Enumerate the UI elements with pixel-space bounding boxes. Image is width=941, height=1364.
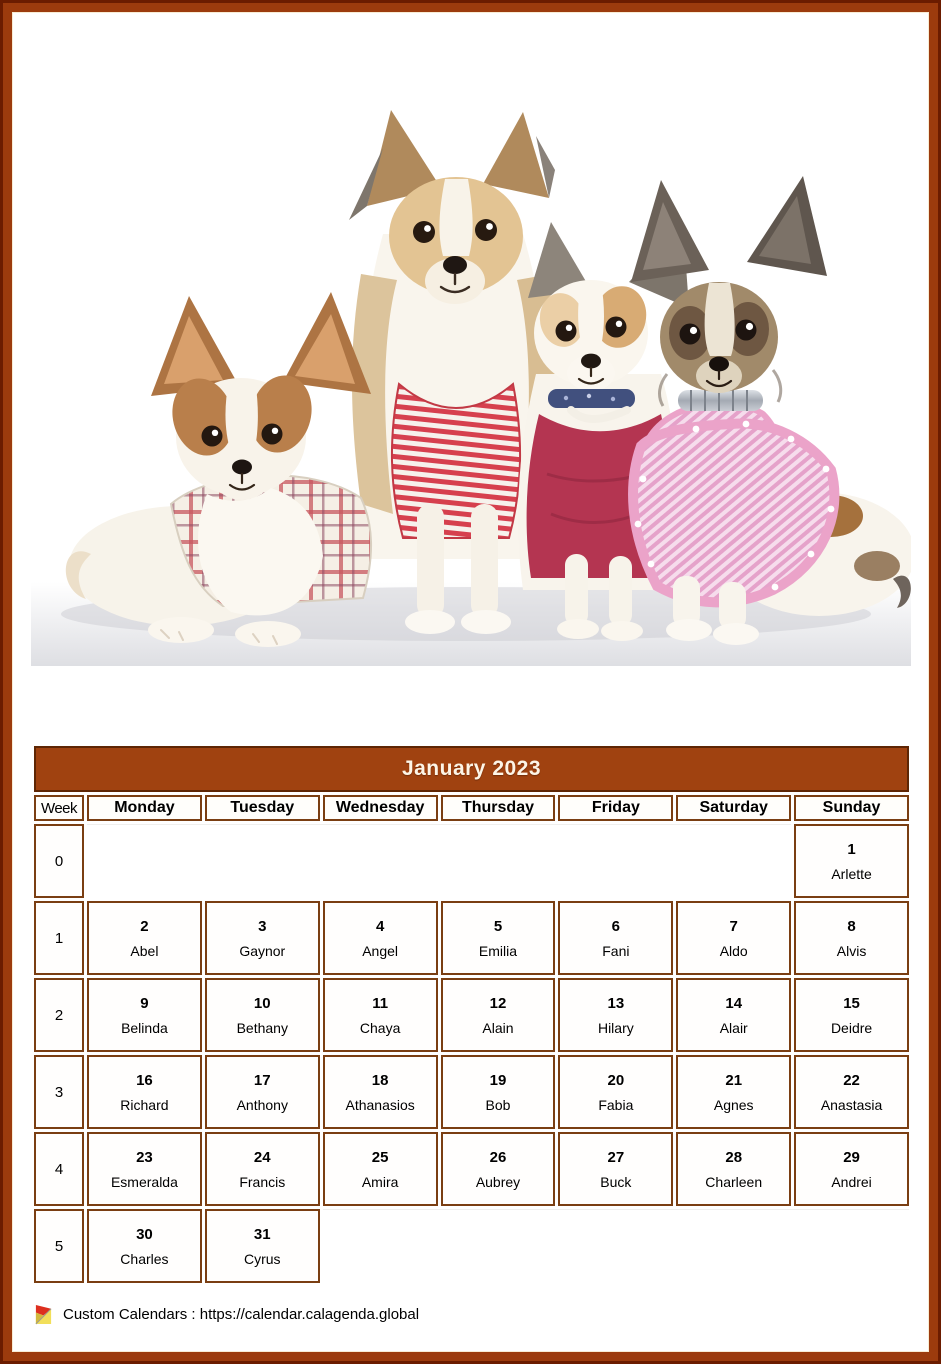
day-cell-27: [558, 1132, 673, 1206]
day-name: Bob: [485, 1096, 511, 1113]
day-number: 26: [489, 1148, 507, 1166]
day-cell-29: [794, 1132, 909, 1206]
week-number-cell: 1: [34, 901, 84, 975]
day-cell-13: [558, 978, 673, 1052]
day-header-monday: Monday: [87, 795, 202, 821]
day-name: Belinda: [121, 1019, 168, 1036]
day-number: 17: [253, 1071, 271, 1089]
day-number: 21: [725, 1071, 743, 1089]
day-header-wednesday: Wednesday: [323, 795, 438, 821]
day-name: Bethany: [236, 1019, 288, 1036]
calendar-body: [34, 824, 909, 1283]
day-number: 23: [136, 1148, 153, 1166]
week-number-cell: 5: [34, 1209, 84, 1283]
day-number: 19: [489, 1071, 507, 1089]
day-number: 28: [725, 1148, 743, 1166]
day-header-friday: Friday: [558, 795, 673, 821]
day-header-tuesday: Tuesday: [205, 795, 320, 821]
day-number: 12: [489, 994, 507, 1012]
day-number: 22: [843, 1071, 860, 1089]
day-number: 4: [375, 917, 385, 935]
footer: [34, 1303, 907, 1326]
day-number: 10: [253, 994, 271, 1012]
dogs-photo: [31, 84, 911, 666]
day-name: Alain: [482, 1019, 514, 1036]
day-number: 30: [136, 1225, 153, 1243]
day-number: 6: [611, 917, 621, 935]
day-name: Fabia: [598, 1096, 634, 1113]
calendar-title: January 2023: [34, 746, 909, 792]
day-number: 31: [253, 1225, 271, 1243]
day-number: 16: [136, 1071, 153, 1089]
day-cell-20: [558, 1055, 673, 1129]
day-cell-26: [441, 1132, 556, 1206]
day-name: Andrei: [831, 1173, 872, 1190]
week-number-cell: 2: [34, 978, 84, 1052]
day-number: 25: [371, 1148, 389, 1166]
day-cell-7: [676, 901, 791, 975]
day-cell-10: [205, 978, 320, 1052]
day-number: 2: [140, 917, 149, 935]
day-cell-22: [794, 1055, 909, 1129]
day-name: Buck: [600, 1173, 632, 1190]
day-number: 14: [725, 994, 743, 1012]
day-name: Anthony: [236, 1096, 288, 1113]
week-column-header: Week: [34, 795, 84, 821]
day-number: 13: [607, 994, 625, 1012]
day-number: 1: [847, 840, 856, 858]
day-name: Aubrey: [475, 1173, 521, 1190]
dogs-photo-illustration: [31, 84, 911, 666]
empty-days-area: [323, 1209, 909, 1283]
day-name: Esmeralda: [110, 1173, 178, 1190]
day-name: Richard: [120, 1096, 169, 1113]
day-name: Cyrus: [243, 1250, 281, 1267]
day-cell-31: [205, 1209, 320, 1283]
empty-days-area: [87, 824, 791, 898]
week-number-cell: 4: [34, 1132, 84, 1206]
day-cell-17: [205, 1055, 320, 1129]
day-cell-14: [676, 978, 791, 1052]
day-cell-18: [323, 1055, 438, 1129]
week-number-cell: 0: [34, 824, 84, 898]
day-name: Anastasia: [820, 1096, 883, 1113]
day-number: 20: [607, 1071, 625, 1089]
day-name: Aldo: [719, 942, 748, 959]
day-cell-1: [794, 824, 909, 898]
day-name: Arlette: [831, 865, 872, 882]
day-name: Amira: [361, 1173, 399, 1190]
day-header-thursday: Thursday: [441, 795, 556, 821]
day-cell-15: [794, 978, 909, 1052]
day-cell-25: [323, 1132, 438, 1206]
day-name: Charleen: [705, 1173, 763, 1190]
calendar-table: [34, 746, 909, 1283]
day-number: 7: [729, 917, 738, 935]
day-number: 18: [371, 1071, 389, 1089]
day-cell-8: [794, 901, 909, 975]
day-number: 15: [843, 994, 860, 1012]
day-cell-3: [205, 901, 320, 975]
day-header-saturday: Saturday: [676, 795, 791, 821]
page-frame: [3, 3, 938, 1361]
day-number: 5: [493, 917, 503, 935]
day-name: Francis: [239, 1173, 286, 1190]
day-name: Agnes: [713, 1096, 754, 1113]
day-number: 27: [607, 1148, 625, 1166]
day-cell-23: [87, 1132, 202, 1206]
day-number: 29: [843, 1148, 860, 1166]
day-cell-6: [558, 901, 673, 975]
day-cell-4: [323, 901, 438, 975]
day-name: Chaya: [359, 1019, 401, 1036]
day-name: Gaynor: [239, 942, 286, 959]
day-number: 9: [140, 994, 149, 1012]
day-name: Charles: [120, 1250, 169, 1267]
day-number: 3: [258, 917, 267, 935]
day-name: Athanasios: [345, 1096, 415, 1113]
day-name: Deidre: [830, 1019, 873, 1036]
day-cell-16: [87, 1055, 202, 1129]
day-name: Fani: [602, 942, 630, 959]
day-name: Hilary: [597, 1019, 634, 1036]
day-name: Alvis: [836, 942, 867, 959]
calagenda-flag-icon: [34, 1303, 53, 1326]
day-name: Angel: [362, 942, 399, 959]
day-number: 24: [253, 1148, 271, 1166]
footer-credit-text: Custom Calendars : https://calendar.calagenda.global: [63, 1306, 420, 1323]
day-cell-5: [441, 901, 556, 975]
dog-pink-hoodie: [631, 176, 911, 645]
day-cell-12: [441, 978, 556, 1052]
day-cell-21: [676, 1055, 791, 1129]
day-cell-11: [323, 978, 438, 1052]
week-number-cell: 3: [34, 1055, 84, 1129]
day-name: Emilia: [478, 942, 518, 959]
day-cell-2: [87, 901, 202, 975]
day-cell-30: [87, 1209, 202, 1283]
day-number: 8: [847, 917, 856, 935]
day-name: Alair: [719, 1019, 748, 1036]
day-number: 11: [372, 994, 389, 1012]
dog-brown-plaid-shirt: [65, 292, 370, 647]
day-cell-19: [441, 1055, 556, 1129]
day-cell-24: [205, 1132, 320, 1206]
day-cell-9: [87, 978, 202, 1052]
day-header-sunday: Sunday: [794, 795, 909, 821]
calendar-header-row: [34, 795, 909, 821]
day-name: Abel: [130, 942, 159, 959]
day-cell-28: [676, 1132, 791, 1206]
